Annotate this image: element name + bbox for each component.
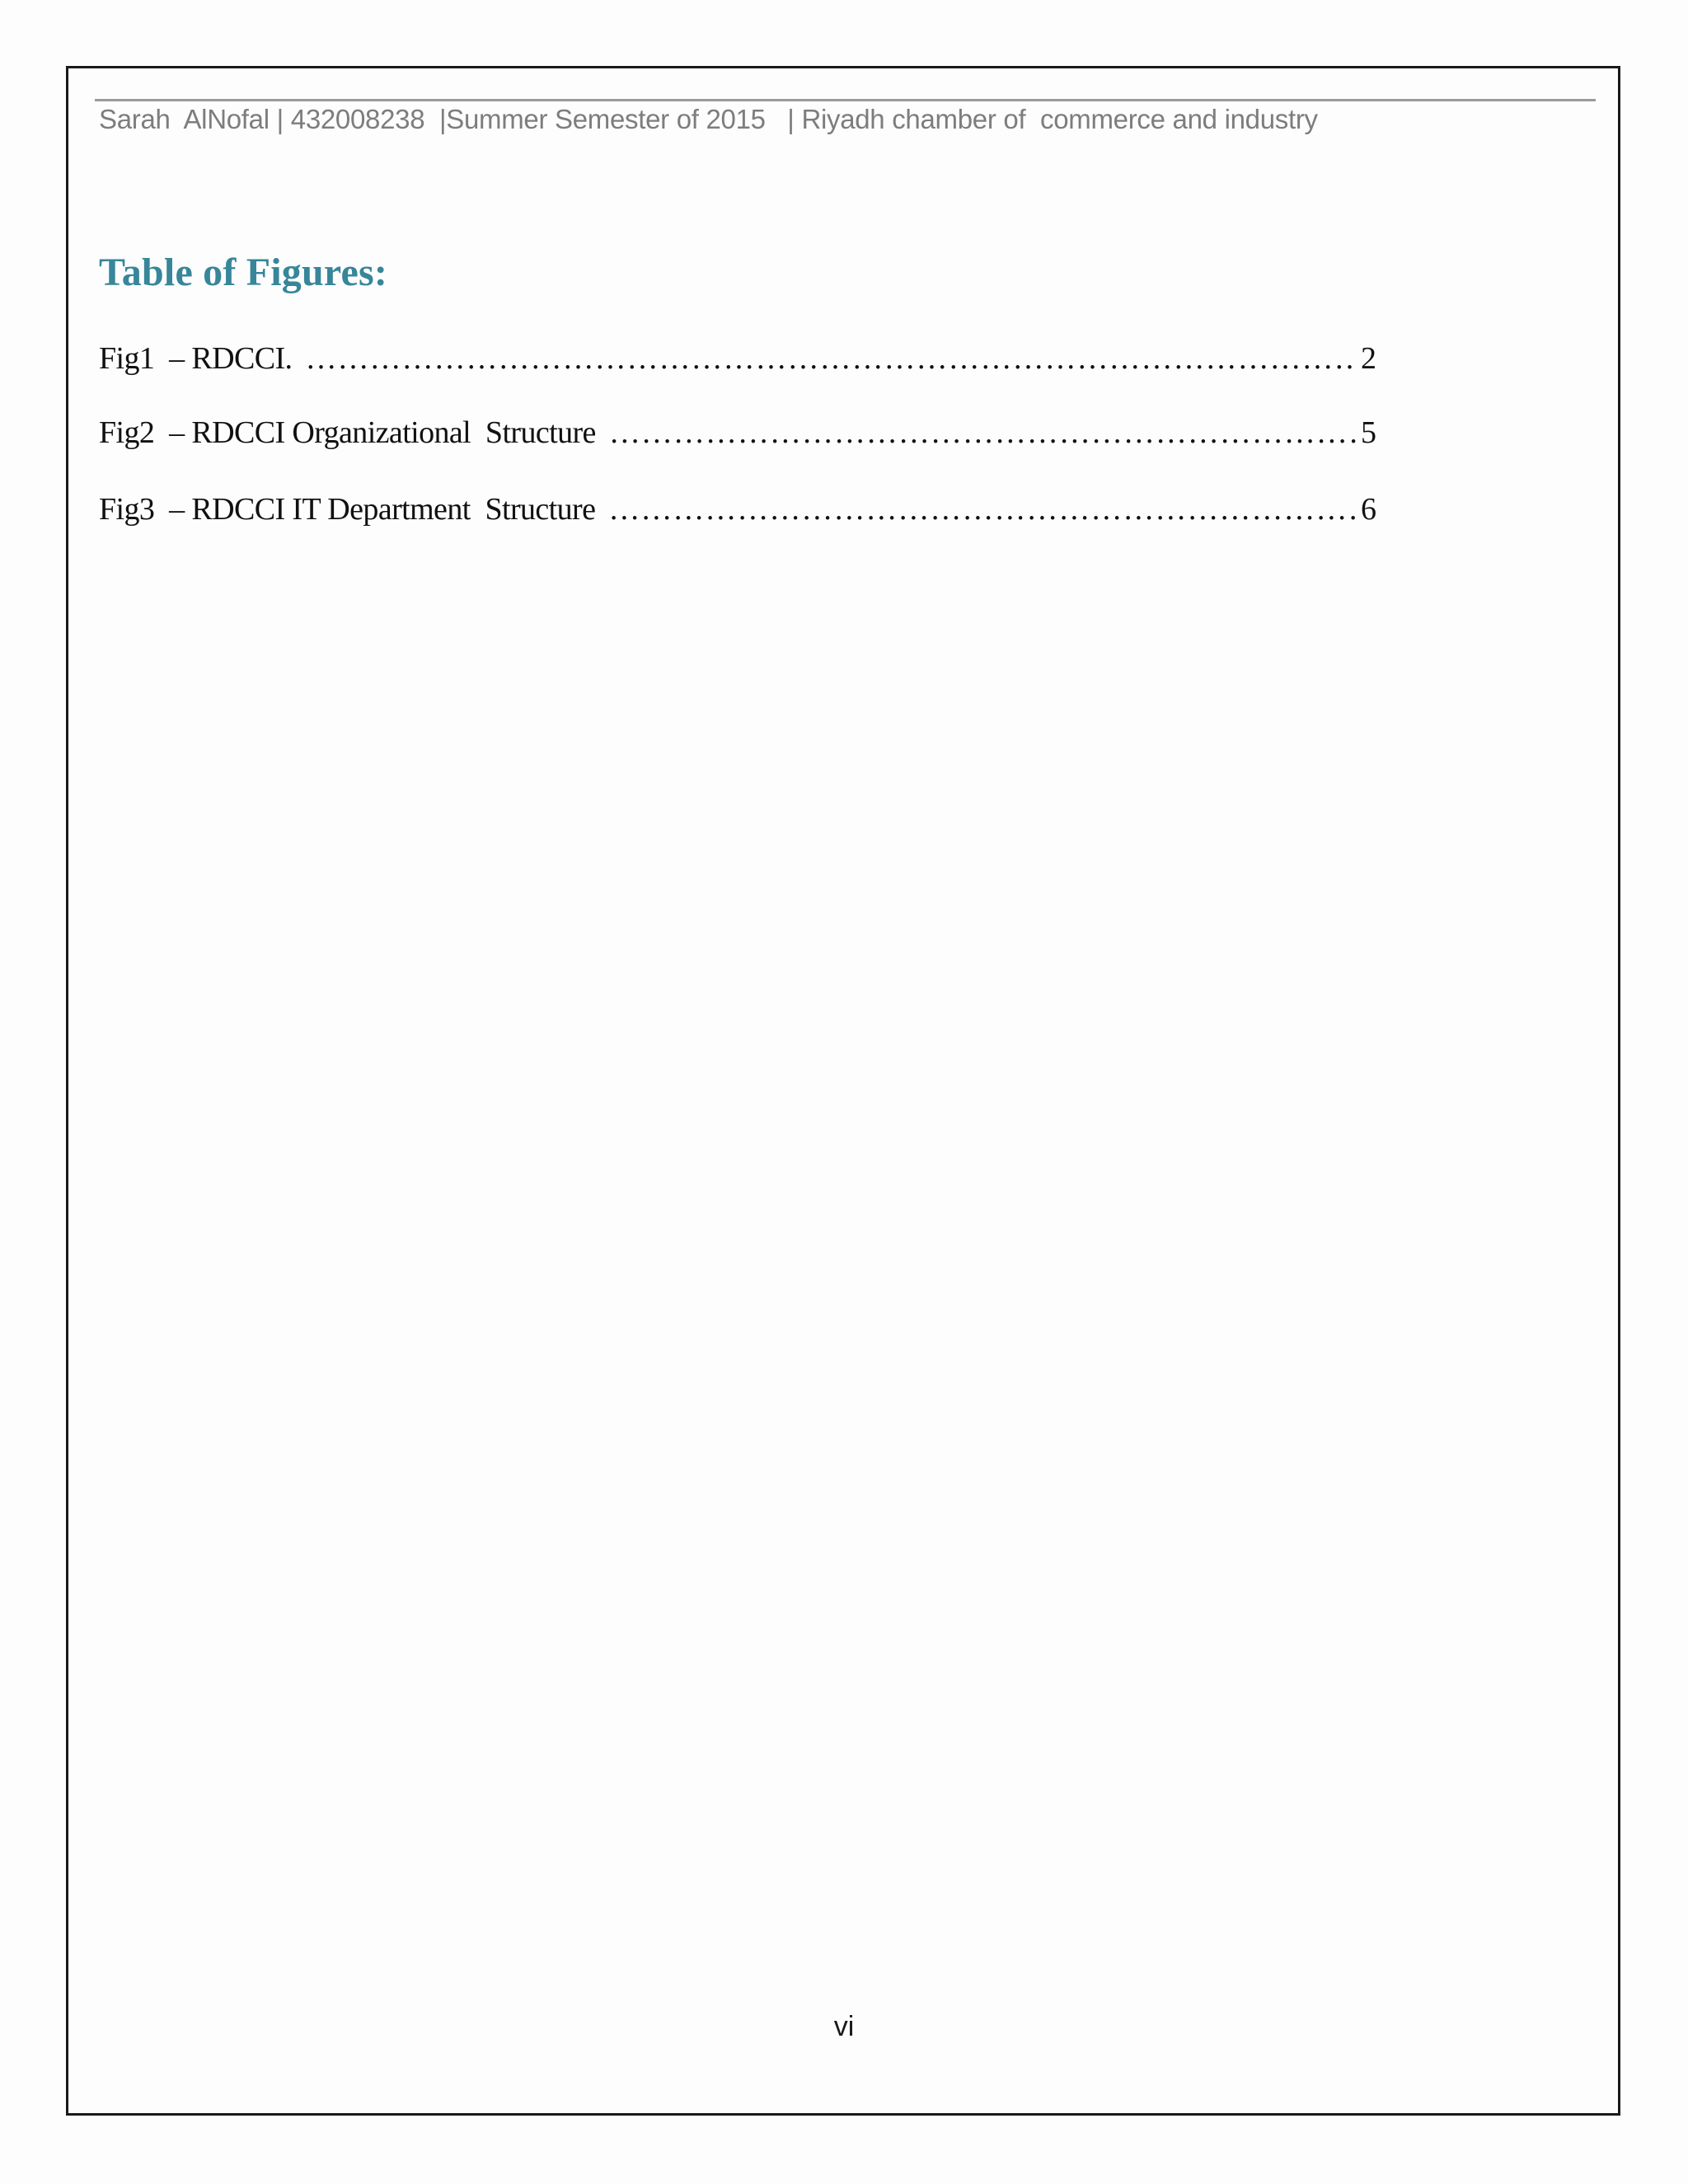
- toc-dot-leader: [608, 491, 1356, 527]
- toc-entry-label: Fig2 – RDCCI Organizational Structure: [99, 415, 596, 450]
- toc-entry-page: 2: [1361, 341, 1376, 376]
- toc-entry[interactable]: [99, 340, 1376, 377]
- page-number: vi: [833, 2011, 855, 2042]
- toc-entry-label: Fig1 – RDCCI.: [99, 341, 293, 376]
- toc-dot-leader: [609, 415, 1356, 451]
- header-rule: [95, 99, 1596, 101]
- toc-entry-page: 6: [1361, 492, 1376, 527]
- toc-entry[interactable]: [99, 491, 1376, 527]
- toc-entry[interactable]: [99, 415, 1376, 451]
- table-of-figures-title: Table of Figures:: [99, 251, 388, 294]
- running-header: Sarah AlNofal | 432008238 |Summer Semester of 2015 | Riyadh chamber of commerce and industry: [99, 104, 1318, 134]
- toc-entry-page: 5: [1361, 415, 1376, 450]
- toc-entry-label: Fig3 – RDCCI IT Department Structure: [99, 492, 596, 527]
- toc-dot-leader: [305, 340, 1356, 377]
